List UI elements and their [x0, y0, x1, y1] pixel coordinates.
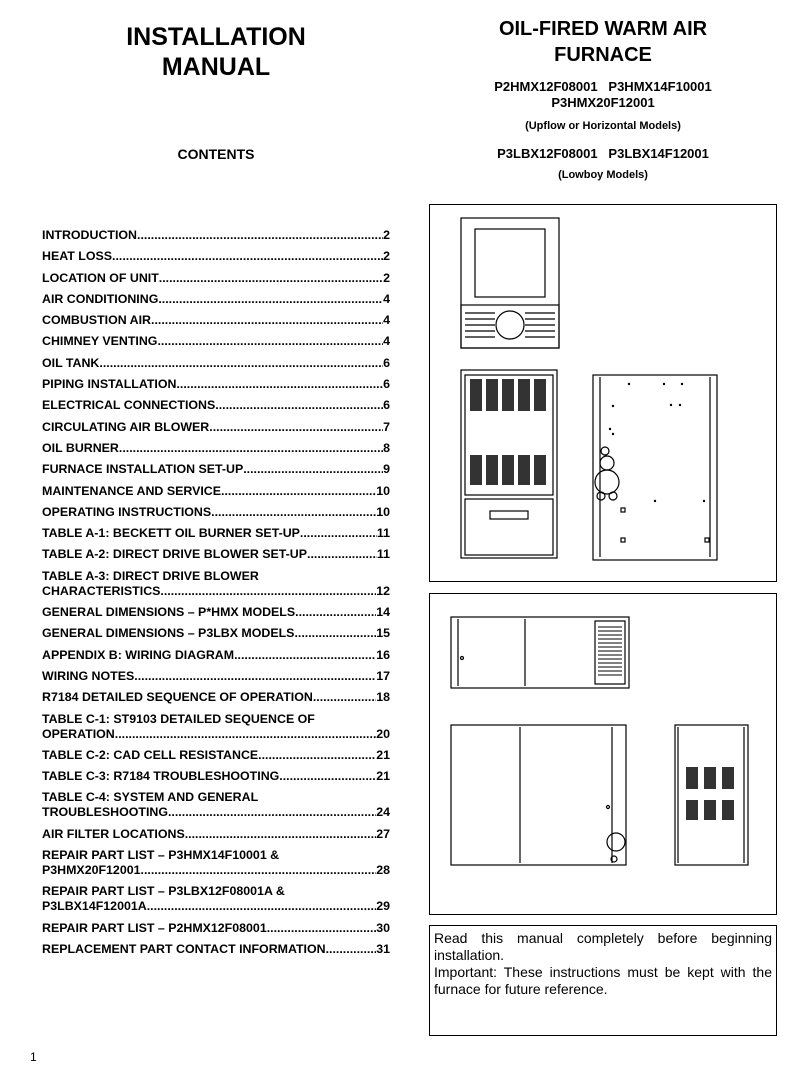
toc-entry-title: REPLACEMENT PART CONTACT INFORMATION [42, 941, 326, 956]
toc-entry-page: 10 [376, 483, 390, 498]
toc-entry-title: R7184 DETAILED SEQUENCE OF OPERATION [42, 690, 313, 705]
toc-entry-page: 6 [383, 377, 390, 392]
toc-entry-page: 10 [376, 504, 390, 519]
toc-entry [42, 356, 390, 371]
toc-leader [221, 484, 376, 499]
toc-leader [185, 827, 376, 842]
toc-leader [168, 805, 376, 820]
upflow-furnace-drawings [430, 205, 776, 581]
toc-leader [112, 249, 383, 264]
toc-entry [42, 526, 390, 541]
product-title-line2: FURNACE [554, 44, 652, 66]
toc-entry [42, 712, 390, 742]
toc-entry-page: 16 [376, 647, 390, 662]
toc-entry-title: INTRODUCTION [42, 228, 137, 242]
toc-leader [159, 271, 383, 286]
toc-entry-page: 15 [376, 626, 390, 641]
notice-keep-instructions: Important: These instructions must be kept with the furnace for future reference. [434, 964, 772, 997]
table-of-contents [42, 228, 390, 963]
toc-leader [215, 398, 383, 413]
toc-entry-page: 9 [383, 462, 390, 477]
toc-entry-page: 6 [383, 355, 390, 370]
lowboy-models: P3LBX12F08001 P3LBX14F12001 [497, 146, 709, 161]
toc-leader [326, 942, 377, 957]
toc-entry [42, 790, 390, 820]
toc-entry-title: GENERAL DIMENSIONS – P*HMX MODELS [42, 605, 296, 620]
toc-entry-page: 20 [376, 726, 390, 741]
toc-entry-page: 11 [376, 526, 390, 541]
toc-entry [42, 398, 390, 413]
toc-entry [42, 848, 390, 878]
lowboy-side-view [451, 725, 626, 865]
toc-entry-title: GENERAL DIMENSIONS – P3LBX MODELS [42, 626, 295, 641]
toc-leader [295, 605, 376, 620]
toc-entry [42, 334, 390, 349]
toc-entry-page: 11 [376, 547, 390, 562]
toc-entry-page: 21 [376, 747, 390, 762]
toc-entry-title: CHIMNEY VENTING [42, 334, 158, 349]
toc-leader [119, 441, 383, 456]
toc-leader [234, 648, 376, 663]
lowboy-furnace-drawings [430, 594, 776, 914]
toc-entry-page: 4 [383, 291, 390, 306]
toc-entry-title: OPERATING INSTRUCTIONS [42, 504, 212, 519]
toc-entry [42, 569, 390, 599]
toc-entry-title: CIRCULATING AIR BLOWER [42, 419, 210, 434]
toc-entry-title: OIL TANK [42, 355, 100, 370]
toc-entry-title: COMBUSTION AIR [42, 313, 151, 328]
toc-leader [258, 748, 376, 763]
toc-leader [160, 584, 376, 599]
toc-entry-page: 2 [383, 228, 390, 242]
furnace-side-view [593, 375, 717, 560]
furnace-front-view [461, 370, 557, 558]
toc-leader [243, 462, 383, 477]
toc-entry-page: 31 [376, 941, 390, 956]
toc-entry [42, 669, 390, 684]
lowboy-top-view [451, 617, 629, 688]
toc-entry [42, 626, 390, 641]
upflow-models-line1: P2HMX12F08001 P3HMX14F10001 [494, 79, 712, 94]
toc-entry-title: REPAIR PART LIST – P3HMX14F10001 & [42, 848, 280, 863]
toc-entry-page: 6 [383, 398, 390, 413]
toc-leader [99, 356, 383, 371]
toc-entry [42, 484, 390, 499]
upflow-furnace-figure [429, 204, 777, 582]
toc-entry [42, 420, 390, 435]
toc-entry-title: PIPING INSTALLATION [42, 377, 177, 392]
toc-entry [42, 377, 390, 392]
contents-heading: CONTENTS [177, 146, 255, 162]
toc-entry [42, 648, 390, 663]
toc-entry-title-cont: CHARACTERISTICS [42, 583, 161, 598]
toc-leader [279, 769, 376, 784]
toc-leader [313, 690, 376, 705]
toc-leader [176, 377, 383, 392]
toc-leader [294, 626, 376, 641]
toc-entry-title: TABLE C-4: SYSTEM AND GENERAL [42, 790, 259, 805]
toc-entry [42, 505, 390, 520]
toc-entry-page: 4 [383, 313, 390, 328]
toc-entry-title: TABLE C-2: CAD CELL RESISTANCE [42, 747, 259, 762]
toc-leader [141, 863, 377, 878]
toc-entry [42, 690, 390, 705]
toc-entry [42, 271, 390, 286]
toc-entry [42, 827, 390, 842]
page-number: 1 [30, 1050, 37, 1064]
toc-entry-title-cont: OPERATION [42, 726, 115, 741]
toc-entry [42, 462, 390, 477]
toc-leader [209, 420, 383, 435]
toc-entry-page: 17 [376, 668, 390, 683]
toc-leader [137, 228, 383, 243]
toc-entry-title: TABLE C-3: R7184 TROUBLESHOOTING [42, 769, 280, 784]
notice-box [429, 925, 777, 1036]
toc-entry-page: 29 [376, 899, 390, 914]
toc-entry [42, 249, 390, 264]
toc-entry-page: 2 [383, 249, 390, 264]
toc-entry-title-cont: P3LBX14F12001A [42, 899, 147, 914]
toc-entry-title: AIR FILTER LOCATIONS [42, 826, 185, 841]
toc-entry-page: 12 [376, 583, 390, 598]
toc-leader [157, 334, 383, 349]
toc-entry-title: WIRING NOTES [42, 668, 135, 683]
toc-entry [42, 228, 390, 243]
toc-leader [134, 669, 376, 684]
toc-leader [115, 727, 376, 742]
toc-leader [267, 921, 376, 936]
toc-entry-page: 28 [376, 863, 390, 878]
toc-entry-title: OIL BURNER [42, 440, 119, 455]
toc-entry-page: 2 [383, 270, 390, 285]
toc-entry [42, 748, 390, 763]
toc-entry [42, 547, 390, 562]
toc-entry-title: HEAT LOSS [42, 249, 112, 264]
toc-leader [151, 313, 383, 328]
toc-entry-page: 30 [376, 920, 390, 935]
toc-leader [147, 899, 377, 914]
lowboy-models-note: (Lowboy Models) [558, 169, 648, 181]
lowboy-furnace-figure [429, 593, 777, 915]
toc-entry-page: 24 [376, 805, 390, 820]
toc-leader [158, 292, 383, 307]
toc-entry-page: 18 [376, 690, 390, 705]
lowboy-front-view [675, 725, 748, 865]
toc-entry-page: 8 [383, 440, 390, 455]
toc-entry-title: REPAIR PART LIST – P2HMX12F08001 [42, 920, 267, 935]
toc-entry-title: ELECTRICAL CONNECTIONS [42, 398, 216, 413]
toc-entry [42, 605, 390, 620]
toc-entry [42, 942, 390, 957]
toc-entry-title: AIR CONDITIONING [42, 291, 159, 306]
product-title [440, 16, 766, 68]
toc-entry [42, 292, 390, 307]
upflow-models [440, 79, 766, 111]
toc-leader [211, 505, 376, 520]
toc-entry-title-cont: P3HMX20F12001 [42, 863, 141, 878]
toc-entry-page: 14 [376, 605, 390, 620]
toc-entry [42, 884, 390, 914]
toc-entry-title: TABLE C-1: ST9103 DETAILED SEQUENCE OF [42, 711, 315, 726]
toc-entry-title-cont: TROUBLESHOOTING [42, 805, 168, 820]
manual-title-line2: MANUAL [161, 53, 271, 81]
toc-entry [42, 441, 390, 456]
toc-entry-title: MAINTENANCE AND SERVICE [42, 483, 221, 498]
toc-leader [300, 526, 377, 541]
product-title-line1: OIL-FIRED WARM AIR [498, 18, 708, 40]
notice-read-manual: Read this manual completely before beginning installation. [434, 930, 772, 963]
toc-entry-title: TABLE A-2: DIRECT DRIVE BLOWER SET-UP [42, 547, 308, 562]
toc-entry-title: TABLE A-1: BECKETT OIL BURNER SET-UP [42, 526, 300, 541]
toc-entry-page: 4 [383, 334, 390, 349]
toc-entry-title: FURNACE INSTALLATION SET-UP [42, 462, 244, 477]
upflow-models-note: (Upflow or Horizontal Models) [525, 120, 681, 132]
toc-leader [307, 547, 377, 562]
toc-entry-title: APPENDIX B: WIRING DIAGRAM [42, 647, 235, 662]
toc-entry-title: LOCATION OF UNIT [42, 270, 159, 285]
toc-entry [42, 313, 390, 328]
toc-entry-title: REPAIR PART LIST – P3LBX12F08001A & [42, 884, 285, 899]
toc-entry [42, 769, 390, 784]
toc-entry-page: 7 [383, 419, 390, 434]
toc-entry-title: TABLE A-3: DIRECT DRIVE BLOWER [42, 568, 259, 583]
furnace-top-view [461, 218, 559, 348]
manual-title-line1: INSTALLATION [126, 23, 306, 51]
toc-entry-page: 21 [376, 769, 390, 784]
manual-title [100, 22, 332, 82]
upflow-models-line2: P3HMX20F12001 [551, 95, 655, 110]
toc-entry [42, 921, 390, 936]
toc-entry-page: 27 [376, 826, 390, 841]
